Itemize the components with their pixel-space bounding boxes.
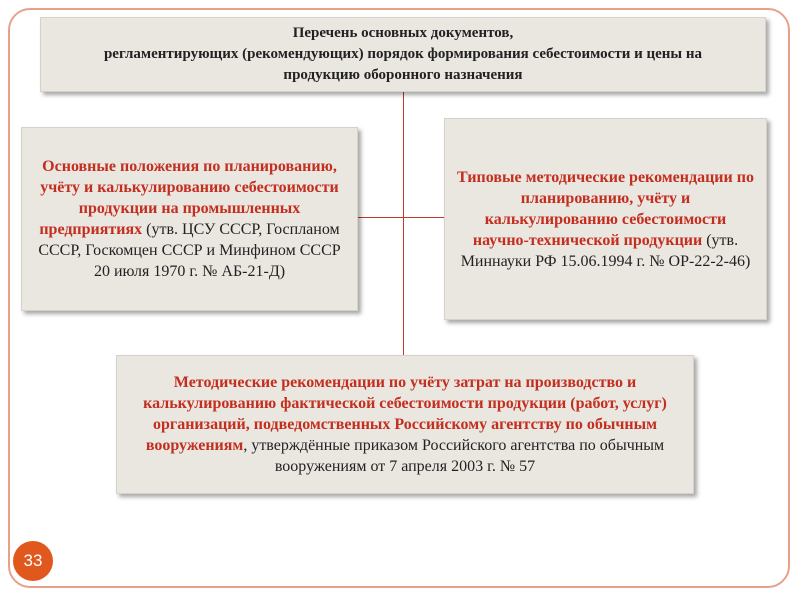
- document-title-bottom: Методические рекомендации по учёту затрат на производство и калькулированию фактической себестоимости продукции (работ, услуг) организаций, подведомственных Российскому агентству по обычным вооружениям: [143, 374, 667, 454]
- title-line-1: Перечень основных документов,: [292, 25, 514, 41]
- document-box-left: [21, 127, 358, 311]
- document-box-bottom: [116, 355, 694, 494]
- page-number-badge: 33: [13, 541, 53, 581]
- document-details-bottom: , утверждённые приказом Российского агентства по обычным вооружениям от 7 апреля 2003 г. № 57: [243, 437, 665, 475]
- title-box: [40, 17, 766, 92]
- connector-horizontal: [358, 217, 444, 218]
- document-details-right: (утв. Миннауки РФ 15.06.1994 г. № ОР-22-2-46): [460, 231, 751, 270]
- title-line-3: продукцию оборонного назначения: [283, 67, 523, 83]
- document-title-right: Типовые методические рекомендации по планированию, учёту и калькулированию себестоимости научно-технической продукции: [457, 168, 754, 249]
- document-box-right: [444, 118, 767, 320]
- title-line-2: регламентирующих (рекомендующих) порядок формирования себестоимости и цены на: [103, 46, 703, 62]
- document-title-left: Основные положения по планированию, учёту и калькулированию себестоимости продукции на промышленных предприятиях: [39, 158, 339, 238]
- connector-vertical: [403, 92, 404, 355]
- document-details-left: (утв. ЦСУ СССР, Госпланом СССР, Госкомцен СССР и Минфином СССР 20 июля 1970 г. № АБ-21-Д): [38, 221, 341, 280]
